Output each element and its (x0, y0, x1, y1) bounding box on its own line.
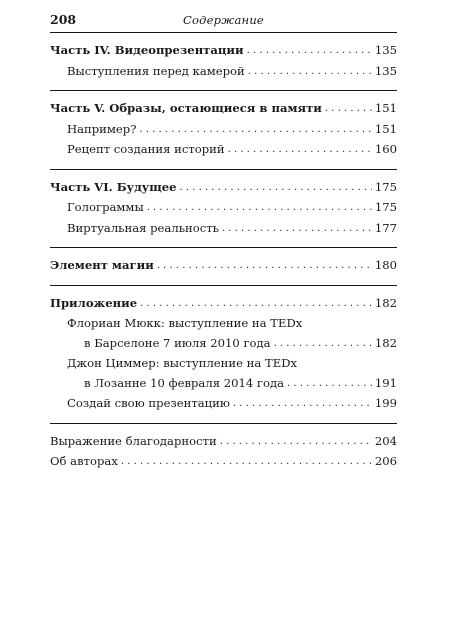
dot-leader (140, 293, 372, 314)
toc-entry[interactable] (50, 41, 397, 62)
toc-group-part-iv (50, 41, 397, 82)
toc-entry-title: Выступления перед камерой (67, 63, 245, 78)
toc-entry-title: Выражение благодарности (50, 433, 217, 448)
toc-group-part-v (50, 99, 397, 161)
toc-entry-title-line2: в Барселоне 7 июля 2010 года (84, 335, 271, 350)
toc-entry-page: 135 (374, 43, 397, 57)
dot-leader (247, 40, 372, 61)
toc-entry-page: 151 (374, 101, 397, 115)
toc-group-backmatter (50, 432, 397, 473)
toc-entry-title: Голограммы (67, 200, 144, 214)
toc-entry-page: 182 (374, 295, 397, 310)
toc-entry[interactable] (50, 140, 397, 161)
dot-leader (180, 177, 372, 198)
toc-entry[interactable] (50, 294, 397, 315)
page-number: 208 (50, 12, 77, 27)
toc-entry-title: Часть VI. Будущее (50, 179, 177, 194)
section-divider (50, 169, 397, 170)
toc-entry-title-continuation (67, 374, 397, 395)
toc-entry[interactable] (50, 120, 397, 141)
toc-entry[interactable] (50, 394, 397, 415)
dot-leader (248, 61, 372, 82)
toc-entry-page: 191 (374, 375, 397, 390)
toc-entry-title: Часть IV. Видеопрезентации (50, 43, 244, 57)
section-divider (50, 90, 397, 91)
toc-entry[interactable] (50, 198, 397, 219)
running-title: Содержание (183, 13, 264, 27)
book-page (50, 12, 397, 481)
toc-entry-page: 204 (374, 433, 397, 448)
toc-entry[interactable] (50, 62, 397, 83)
page-header (50, 12, 397, 33)
toc-entry-title: Часть V. Образы, остающиеся в памяти (50, 101, 322, 115)
toc-entry-page: 151 (374, 121, 397, 136)
toc-entry-title-line2: в Лозанне 10 февраля 2014 года (84, 375, 284, 390)
dot-leader (139, 119, 371, 140)
toc-entry[interactable] (50, 432, 397, 453)
toc-entry-title-continuation (67, 334, 397, 355)
toc-entry-page: 135 (374, 63, 397, 78)
dot-leader (233, 393, 372, 414)
toc-entry[interactable] (50, 452, 397, 473)
section-divider (50, 423, 397, 424)
toc-entry-page: 177 (374, 220, 397, 235)
dot-leader (287, 373, 372, 394)
dot-leader (222, 218, 372, 239)
toc-entry[interactable] (50, 219, 397, 240)
toc-entry[interactable] (50, 99, 397, 120)
dot-leader (220, 431, 372, 452)
dot-leader (157, 255, 372, 276)
toc-entry-page: 160 (374, 142, 397, 156)
toc-entry-title: Например? (67, 121, 137, 136)
toc-entry[interactable] (50, 256, 397, 277)
toc-group-appendix (50, 294, 397, 415)
toc-entry[interactable] (50, 178, 397, 199)
section-divider (50, 285, 397, 286)
toc-entry[interactable] (50, 354, 397, 394)
toc-entry-page: 175 (374, 179, 397, 194)
toc-entry-title: Приложение (50, 295, 138, 310)
dot-leader (228, 139, 372, 160)
toc-entry-title: Создай свою презентацию (67, 396, 230, 410)
toc-entry-title: Элемент магии (50, 258, 154, 272)
toc-entry-title: Джон Циммер: выступление на TEDx (67, 356, 298, 370)
toc-entry-title: Виртуальная реальность (67, 220, 219, 235)
toc-group-part-vi (50, 178, 397, 240)
toc-entry-title: Об авторах (50, 454, 118, 468)
toc-entry-page: 199 (374, 396, 397, 410)
dot-leader (274, 333, 372, 354)
toc-entry-page: 182 (374, 335, 397, 350)
table-of-contents (50, 41, 397, 473)
toc-group-magic (50, 256, 397, 277)
dot-leader (325, 98, 372, 119)
section-divider (50, 247, 397, 248)
toc-entry-page: 180 (374, 258, 397, 272)
toc-entry-page: 175 (374, 200, 397, 214)
toc-entry-title: Флориан Мюкк: выступление на TEDx (67, 316, 303, 330)
dot-leader (121, 451, 372, 472)
toc-entry-page: 206 (374, 454, 397, 468)
toc-entry[interactable] (50, 314, 397, 354)
toc-entry-title: Рецепт создания историй (67, 142, 225, 156)
dot-leader (147, 197, 372, 218)
